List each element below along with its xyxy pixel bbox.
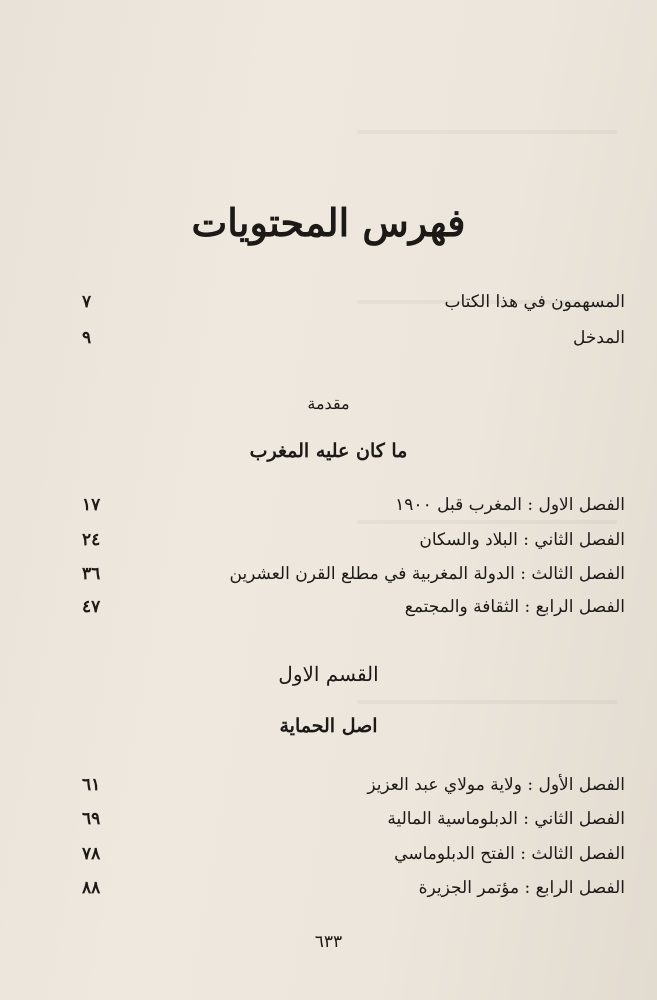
toc-entry-label: الفصل الأول : ولاية مولاي عبد العزيز (367, 775, 625, 795)
toc-entry (70, 292, 625, 322)
toc-entry-label: الفصل الرابع : مؤتمر الجزيرة (418, 878, 625, 898)
toc-entry-page: ٩ (82, 328, 92, 348)
part-heading: القسم الاول (278, 662, 379, 686)
toc-entry (70, 809, 625, 839)
toc-entry (70, 328, 625, 358)
toc-entry-page: ٢٤ (82, 530, 101, 550)
page-title: فهرس المحتويات (191, 200, 466, 245)
toc-entry-label: الفصل الثالث : الفتح الدبلوماسي (394, 844, 625, 864)
toc-entry-label: الفصل الرابع : الثقافة والمجتمع (404, 597, 625, 617)
toc-entry-page: ٣٦ (82, 564, 101, 584)
toc-entry-page: ٧٨ (82, 844, 101, 864)
toc-entry-label: الفصل الاول : المغرب قبل ١٩٠٠ (395, 495, 625, 515)
page-number: ٦٣٣ (314, 932, 343, 952)
toc-entry-page: ٨٨ (82, 878, 101, 898)
toc-entry-label: المسهمون في هذا الكتاب (444, 292, 625, 312)
toc-entry-label: الفصل الثاني : البلاد والسكان (419, 530, 625, 550)
toc-entry (70, 597, 625, 627)
toc-entry-page: ٦١ (82, 775, 101, 795)
section-subtitle: ما كان عليه المغرب (249, 440, 408, 462)
toc-entry-page: ٧ (82, 292, 92, 312)
bleed-through-line (357, 700, 617, 704)
section-heading: مقدمة (307, 394, 350, 413)
toc-entry-page: ٦٩ (82, 809, 101, 829)
bleed-through-line (357, 130, 617, 134)
toc-entry-label: الفصل الثالث : الدولة المغربية في مطلع القرن العشرين (229, 564, 625, 584)
part-subtitle: اصل الحماية (279, 715, 378, 737)
toc-entry-page: ٤٧ (82, 597, 101, 617)
toc-entry-page: ١٧ (82, 495, 101, 515)
toc-entry (70, 775, 625, 805)
toc-entry (70, 530, 625, 560)
toc-entry-label: الفصل الثاني : الدبلوماسية المالية (387, 809, 625, 829)
toc-entry (70, 495, 625, 525)
toc-entry (70, 878, 625, 908)
toc-entry (70, 844, 625, 874)
toc-entry-label: المدخل (572, 328, 625, 348)
toc-entry (70, 564, 625, 594)
